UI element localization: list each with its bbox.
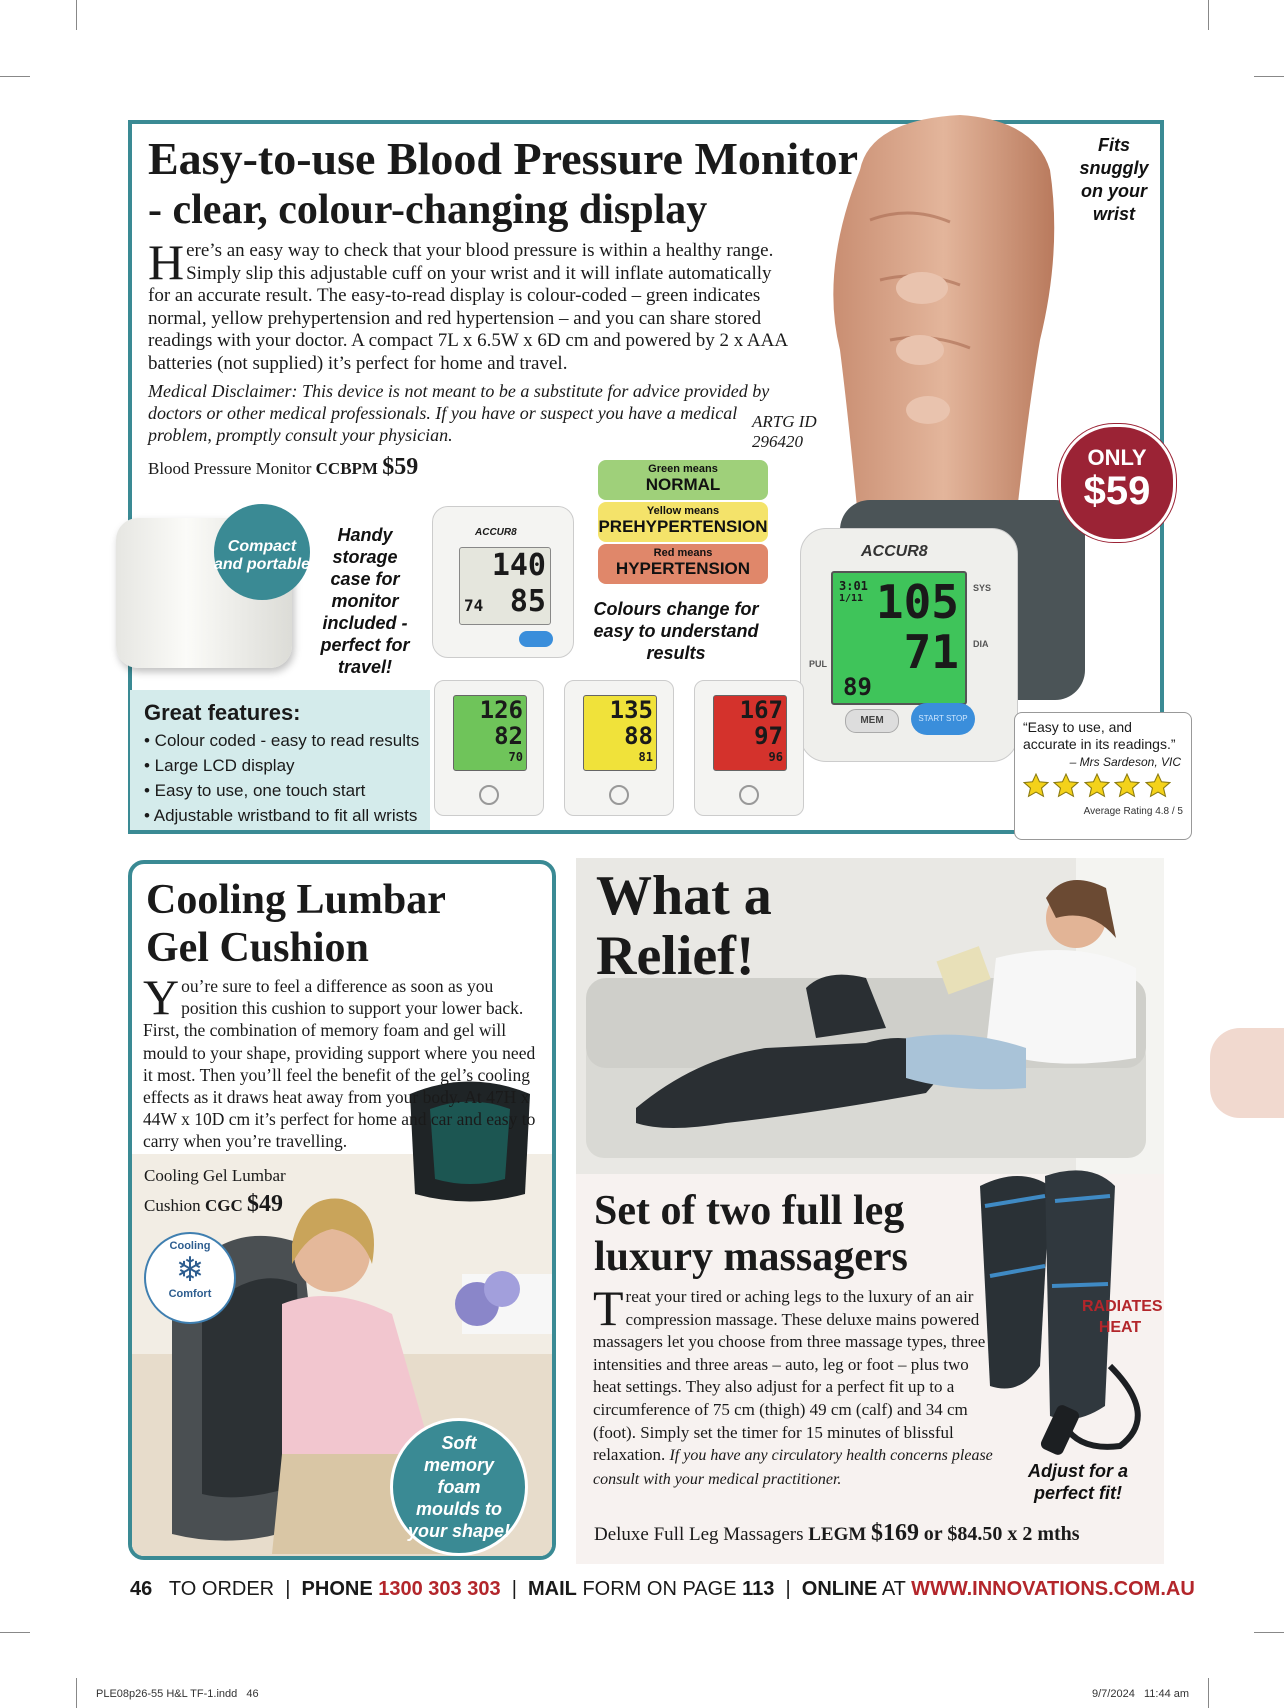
seal-top-text: Cooling: [169, 1240, 211, 1252]
bp-dropcap: H: [148, 234, 185, 290]
star-icon: [1023, 773, 1049, 799]
bp-product-name: Blood Pressure Monitor: [148, 459, 312, 478]
mini-monitor-red: [694, 680, 804, 816]
only-price-badge: [1058, 424, 1176, 542]
legend-normal-small: Green means: [648, 463, 718, 475]
legs-headline: [596, 866, 772, 986]
seal-bottom-text: Comfort: [168, 1288, 212, 1300]
colours-callout: Colours change for easy to understand results: [593, 599, 759, 663]
legend-normal-big: NORMAL: [645, 475, 721, 494]
lcd-time: 3:01: [839, 579, 868, 593]
legend-normal: [598, 460, 768, 500]
legs-price: $169: [871, 1520, 920, 1546]
legs-body: [593, 1280, 993, 1491]
star-icon: [1053, 773, 1079, 799]
start-stop-button: START STOP: [911, 703, 975, 735]
bp-title-line1: Easy-to-use Blood Pressure Monitor: [148, 133, 858, 184]
main-monitor: [800, 528, 1018, 762]
order-footer: 46 TO ORDER | PHONE 1300 303 303 | MAIL FORM ON PAGE 113 | ONLINE AT WWW.INNOVATIONS.COM.AU: [130, 1578, 1195, 1600]
small-pul-value: 74: [464, 596, 484, 615]
bp-title: [148, 134, 868, 233]
foam-badge: Soft memory foam moulds to your shape!: [390, 1418, 528, 1556]
main-lcd-screen: [831, 571, 967, 705]
radiates-heat-label: RADIATES HEAT: [1082, 1298, 1163, 1336]
legs-body-text: reat your tired or aching legs to the luxury of an air compression massage. These deluxe mains powered massagers let you choose from three massage types, three intensities and three areas – auto, leg or foot – plus two heat settings. They also adjust for a perfect fit up to a circumference of 75 cm (thigh) 49 cm (calf) and 34 cm (foot). Simply set the timer for 15 minutes of blissful relaxation.: [593, 1287, 986, 1465]
cooling-comfort-seal: [144, 1232, 236, 1324]
cushion-product-line2: Cushion: [144, 1196, 201, 1215]
crop-mark: [1254, 1632, 1284, 1633]
phone-label: PHONE: [301, 1578, 373, 1600]
next-page-edge: [1210, 1028, 1284, 1118]
bp-body-text: ere’s an easy way to check that your blood pressure is within a healthy range. Simply slip this adjustable cuff on your wrist and it will inflate automatically for an accurate result. The easy-to-read display is colour-coded – green indicates normal, yellow prehypertension and red hypertension – and you can share stored readings with your doctor. A compact 7L x 6.5W x 6D cm and powered by 2 x AAA batteries (not supplied) it’s perfect for home and travel.: [148, 240, 788, 374]
compact-badge: Compact and portable: [214, 504, 310, 600]
star-icon: [1145, 773, 1171, 799]
mini-pul-red: 96: [768, 750, 783, 764]
mini-button-red: [739, 785, 759, 805]
mini-pul-green: 70: [508, 750, 523, 764]
dia-label: DIA: [973, 639, 989, 649]
crop-mark: [0, 76, 30, 77]
small-sys-value: 140: [491, 548, 546, 583]
only-label: ONLY: [1087, 445, 1147, 470]
bp-body: [148, 234, 788, 375]
slug-file: PLE08p26-55 H&L TF-1.indd 46: [96, 1688, 259, 1700]
lcd-sys-value: 105: [875, 575, 959, 629]
adjust-callout: Adjust for a perfect fit!: [1027, 1461, 1128, 1503]
cushion-title-line2: Gel Cushion: [146, 925, 369, 971]
mini-button-green: [479, 785, 499, 805]
legs-title: [594, 1188, 994, 1280]
legend-hypertension-small: Red means: [653, 547, 713, 559]
feature-item: • Easy to use, one touch start: [144, 781, 366, 800]
legend-prehypertension-big: PREHYPERTENSION: [598, 517, 768, 536]
bp-price: $59: [382, 454, 419, 480]
cushion-title-line1: Cooling Lumbar: [146, 877, 446, 923]
features-title: Great features:: [144, 700, 301, 725]
feature-item: • Colour coded - easy to read results: [144, 731, 420, 750]
legend-hypertension: [598, 544, 768, 584]
snowflake-icon: ❄: [175, 1251, 205, 1289]
legs-dropcap: T: [593, 1280, 624, 1336]
website-link[interactable]: WWW.INNOVATIONS.COM.AU: [911, 1578, 1195, 1600]
online-at: AT: [881, 1578, 906, 1600]
mini-sys-green: 126: [479, 696, 523, 724]
sys-label: SYS: [973, 583, 992, 593]
mini-button-yellow: [609, 785, 629, 805]
cushion-product-code: CGC: [204, 1196, 243, 1215]
legend-prehypertension-small: Yellow means: [646, 505, 720, 517]
crop-mark: [0, 1632, 30, 1633]
crop-mark: [1254, 76, 1284, 77]
slug-date: 9/7/2024 11:44 am: [1092, 1688, 1190, 1700]
legs-title-line1: Set of two full leg: [594, 1188, 905, 1234]
mem-button: MEM: [845, 709, 899, 733]
page-number: 46: [130, 1578, 153, 1600]
legs-title-line2: luxury massagers: [594, 1234, 908, 1280]
cushion-title: [146, 876, 546, 972]
brand-logo: ACCUR8: [861, 543, 928, 560]
online-label: ONLINE: [801, 1578, 878, 1600]
cushion-product-line2-wrap: [144, 1190, 286, 1220]
artg-label-text: ARTG ID: [752, 412, 817, 431]
cushion-price: $49: [246, 1191, 283, 1217]
legs-headline-line2: Relief!: [596, 925, 755, 987]
legs-headline-line1: What a: [596, 865, 772, 927]
review-stars: [1023, 773, 1191, 804]
mini-dia-red: 97: [754, 722, 783, 750]
mini-screen-green: [453, 695, 527, 771]
fits-callout: Fits snuggly on your wrist: [1079, 135, 1149, 224]
mini-sys-yellow: 135: [609, 696, 653, 724]
small-lcd-screen: [459, 547, 551, 625]
mail-text: FORM ON PAGE: [582, 1578, 737, 1600]
only-price: $59: [1083, 469, 1151, 513]
cushion-product-line1: Cooling Gel Lumbar: [144, 1166, 286, 1185]
review-quote: “Easy to use, and accurate in its readings.”: [1023, 719, 1176, 752]
legend-prehypertension: [598, 502, 768, 542]
feature-item: • Large LCD display: [144, 756, 295, 775]
phone-number[interactable]: 1300 303 303: [378, 1578, 501, 1600]
features-list: [144, 728, 430, 828]
legs-product-name: Deluxe Full Leg Massagers: [594, 1524, 804, 1545]
bp-price-line: [148, 454, 418, 481]
cushion-dropcap: Y: [143, 969, 180, 1025]
crop-mark: [76, 0, 77, 30]
artg-label: [752, 412, 817, 452]
small-brand-logo: ACCUR8: [475, 527, 517, 538]
bp-disclaimer: Medical Disclaimer: This device is not meant to be a substitute for advice provided by doctors or other medical professionals. If you have or suspect you have a medical problem, promptly consult your physician.: [148, 381, 770, 445]
mail-page: 113: [742, 1578, 775, 1600]
small-start-button: [519, 631, 553, 647]
great-features-box: [130, 690, 430, 830]
crop-mark: [1208, 1678, 1209, 1708]
legs-price-line: [594, 1520, 1080, 1547]
mini-sys-red: 167: [739, 696, 783, 724]
small-monitor: [432, 506, 574, 658]
review-author: – Mrs Sardeson, VIC: [1069, 755, 1181, 769]
legs-body-italic: If you have any circulatory health concerns please consult with your medical practitioner.: [593, 1447, 993, 1488]
review-rating: Average Rating 4.8 / 5: [1083, 806, 1183, 817]
legs-product-code: LEGM: [808, 1524, 867, 1545]
lcd-pul-value: 89: [843, 673, 872, 701]
crop-mark: [76, 1678, 77, 1708]
mini-pul-yellow: 81: [638, 750, 653, 764]
cushion-body-text: ou’re sure to feel a difference as soon as you position this cushion to support your lower back. First, the combination of memory foam and gel will mould to your shape, providing support where you need it most. Then you’ll feel the benefit of the gel’s cooling effects as it draws heat away from your body. At 47H x 44W x 10D cm it’s perfect for home and car and easy to carry when you’re travelling.: [143, 976, 536, 1152]
mini-dia-green: 82: [494, 722, 523, 750]
pul-label: PUL: [809, 659, 827, 669]
feature-item: • Adjustable wristband to fit all wrists: [144, 806, 418, 825]
case-callout: Handy storage case for monitor included - perfect for travel!: [320, 525, 410, 677]
bp-product-code: CCBPM: [315, 459, 378, 478]
bp-title-line2: - clear, colour-changing display: [148, 186, 708, 233]
legend-hypertension-big: HYPERTENSION: [615, 559, 751, 578]
mini-monitor-green: [434, 680, 544, 816]
review-card: [1014, 712, 1192, 840]
mini-monitor-yellow: [564, 680, 674, 816]
mail-label: MAIL: [528, 1578, 577, 1600]
crop-mark: [1208, 0, 1209, 30]
lcd-dia-value: 71: [903, 625, 959, 679]
star-icon: [1084, 773, 1110, 799]
legs-price-alt: or $84.50 x 2 mths: [923, 1523, 1080, 1545]
cushion-price-line: [144, 1162, 286, 1220]
mini-screen-red: [713, 695, 787, 771]
to-order: TO ORDER: [168, 1578, 275, 1600]
artg-id: 296420: [752, 432, 803, 451]
cushion-body: [143, 969, 548, 1153]
small-dia-value: 85: [509, 584, 546, 619]
lcd-date: 1/11: [839, 593, 864, 604]
mini-dia-yellow: 88: [624, 722, 653, 750]
star-icon: [1114, 773, 1140, 799]
mini-screen-yellow: [583, 695, 657, 771]
